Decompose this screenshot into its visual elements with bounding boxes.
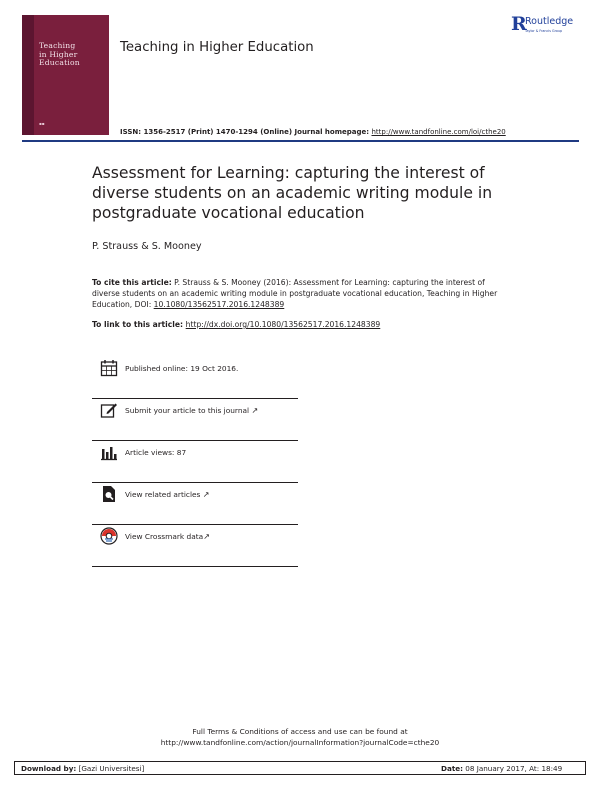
published-online-label: Published online: 19 Oct 2016.	[125, 364, 239, 373]
cover-title: Teaching in Higher Education	[39, 41, 80, 68]
related-articles-row[interactable]	[92, 482, 298, 525]
citation-text: P. Strauss & S. Mooney (2016): Assessment for Learning: capturing the interest of diverse students on an academic writing module in postgraduate vocational education, Teaching in Higher Education, DOI:	[92, 278, 498, 310]
publisher-logo	[511, 14, 591, 40]
date-value: 08 January 2017, At: 18:49	[463, 764, 563, 773]
article-doi-url[interactable]: http://dx.doi.org/10.1080/13562517.2016.1248389	[185, 320, 381, 329]
submit-article-link[interactable]	[125, 406, 258, 415]
external-link-icon: ↗	[203, 532, 210, 541]
cover-band	[22, 15, 34, 135]
issn-text: ISSN: 1356-2517 (Print) 1470-1294 (Online) Journal homepage:	[120, 128, 372, 136]
download-date	[441, 764, 562, 773]
document-search-icon	[100, 485, 118, 503]
citation-label: To cite this article:	[92, 278, 172, 287]
published-online-row	[92, 356, 298, 399]
downloaded-value: [Gazi Universitesi]	[76, 764, 145, 773]
downloaded-label: Download by:	[21, 764, 77, 773]
journal-title: Teaching in Higher Education	[120, 40, 314, 55]
article-views-row	[92, 440, 298, 483]
submit-article-label: Submit your article to this journal	[125, 406, 250, 415]
related-articles-label: View related articles	[125, 490, 201, 499]
routledge-logo-icon: R	[511, 13, 527, 35]
cover-publisher-mark: ▪▪	[39, 121, 45, 126]
link-to-article	[92, 320, 380, 329]
citation-block	[92, 277, 512, 311]
article-authors: P. Strauss & S. Mooney	[92, 241, 202, 252]
issn-line	[120, 128, 506, 136]
journal-cover	[22, 15, 109, 135]
terms-note	[0, 726, 600, 748]
submit-article-row[interactable]	[92, 398, 298, 441]
link-label: To link to this article:	[92, 320, 186, 329]
date-label: Date:	[441, 764, 464, 773]
download-info-box	[14, 761, 586, 775]
crossmark-icon	[100, 527, 118, 545]
terms-url[interactable]: http://www.tandfonline.com/action/journalInformation?journalCode=cthe20	[160, 738, 440, 747]
bar-chart-icon	[100, 443, 118, 461]
article-title: Assessment for Learning: capturing the interest of diverse students on an academic writing module in postgraduate vocational education	[92, 164, 493, 222]
external-link-icon: ↗	[251, 406, 259, 415]
crossmark-link[interactable]	[125, 532, 210, 541]
publisher-name: Routledge	[525, 16, 574, 27]
calendar-icon	[100, 359, 118, 377]
external-link-icon: ↗	[202, 490, 210, 499]
edit-icon	[100, 401, 118, 419]
related-articles-link[interactable]	[125, 490, 209, 499]
terms-line-1: Full Terms & Conditions of access and use can be found at	[192, 727, 408, 736]
crossmark-row[interactable]	[92, 524, 298, 567]
article-views-label: Article views: 87	[125, 448, 187, 457]
downloaded-by	[21, 764, 144, 773]
publisher-tagline: Taylor & Francis Group	[525, 29, 563, 33]
journal-homepage-link[interactable]: http://www.tandfonline.com/loi/cthe20	[371, 128, 506, 136]
crossmark-label: View Crossmark data	[125, 532, 204, 541]
citation-doi-link[interactable]: 10.1080/13562517.2016.1248389	[153, 300, 285, 310]
header-rule	[22, 140, 579, 142]
